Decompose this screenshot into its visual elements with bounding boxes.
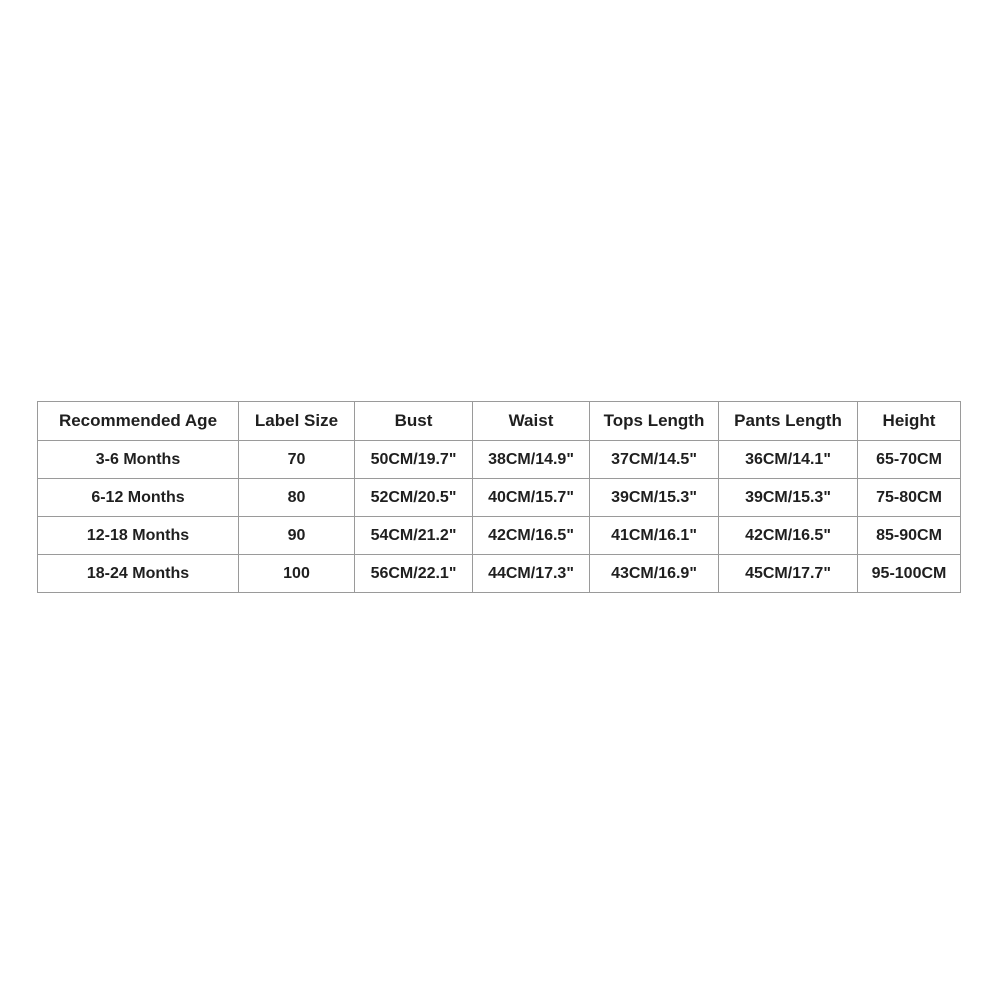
header-row — [38, 402, 961, 441]
header-waist: Waist — [473, 402, 590, 441]
table-row — [38, 441, 961, 479]
cell-pants-length: 45CM/17.7" — [719, 555, 858, 593]
cell-label-size: 70 — [239, 441, 355, 479]
header-recommended-age: Recommended Age — [38, 402, 239, 441]
cell-tops-length: 41CM/16.1" — [590, 517, 719, 555]
cell-bust: 50CM/19.7" — [355, 441, 473, 479]
cell-waist: 40CM/15.7" — [473, 479, 590, 517]
cell-waist: 38CM/14.9" — [473, 441, 590, 479]
cell-height: 65-70CM — [858, 441, 961, 479]
size-chart-table — [37, 401, 961, 593]
cell-bust: 52CM/20.5" — [355, 479, 473, 517]
cell-height: 75-80CM — [858, 479, 961, 517]
cell-tops-length: 43CM/16.9" — [590, 555, 719, 593]
cell-bust: 54CM/21.2" — [355, 517, 473, 555]
header-label-size: Label Size — [239, 402, 355, 441]
cell-recommended-age: 12-18 Months — [38, 517, 239, 555]
table-row — [38, 479, 961, 517]
cell-height: 85-90CM — [858, 517, 961, 555]
cell-height: 95-100CM — [858, 555, 961, 593]
cell-waist: 44CM/17.3" — [473, 555, 590, 593]
header-tops-length: Tops Length — [590, 402, 719, 441]
cell-label-size: 100 — [239, 555, 355, 593]
header-pants-length: Pants Length — [719, 402, 858, 441]
cell-tops-length: 37CM/14.5" — [590, 441, 719, 479]
cell-tops-length: 39CM/15.3" — [590, 479, 719, 517]
cell-waist: 42CM/16.5" — [473, 517, 590, 555]
table-row — [38, 555, 961, 593]
header-bust: Bust — [355, 402, 473, 441]
cell-recommended-age: 18-24 Months — [38, 555, 239, 593]
table-row — [38, 517, 961, 555]
cell-pants-length: 36CM/14.1" — [719, 441, 858, 479]
cell-label-size: 90 — [239, 517, 355, 555]
cell-recommended-age: 6-12 Months — [38, 479, 239, 517]
cell-recommended-age: 3-6 Months — [38, 441, 239, 479]
header-height: Height — [858, 402, 961, 441]
cell-label-size: 80 — [239, 479, 355, 517]
cell-pants-length: 42CM/16.5" — [719, 517, 858, 555]
cell-bust: 56CM/22.1" — [355, 555, 473, 593]
cell-pants-length: 39CM/15.3" — [719, 479, 858, 517]
table-header — [38, 402, 961, 441]
table-body — [38, 441, 961, 593]
